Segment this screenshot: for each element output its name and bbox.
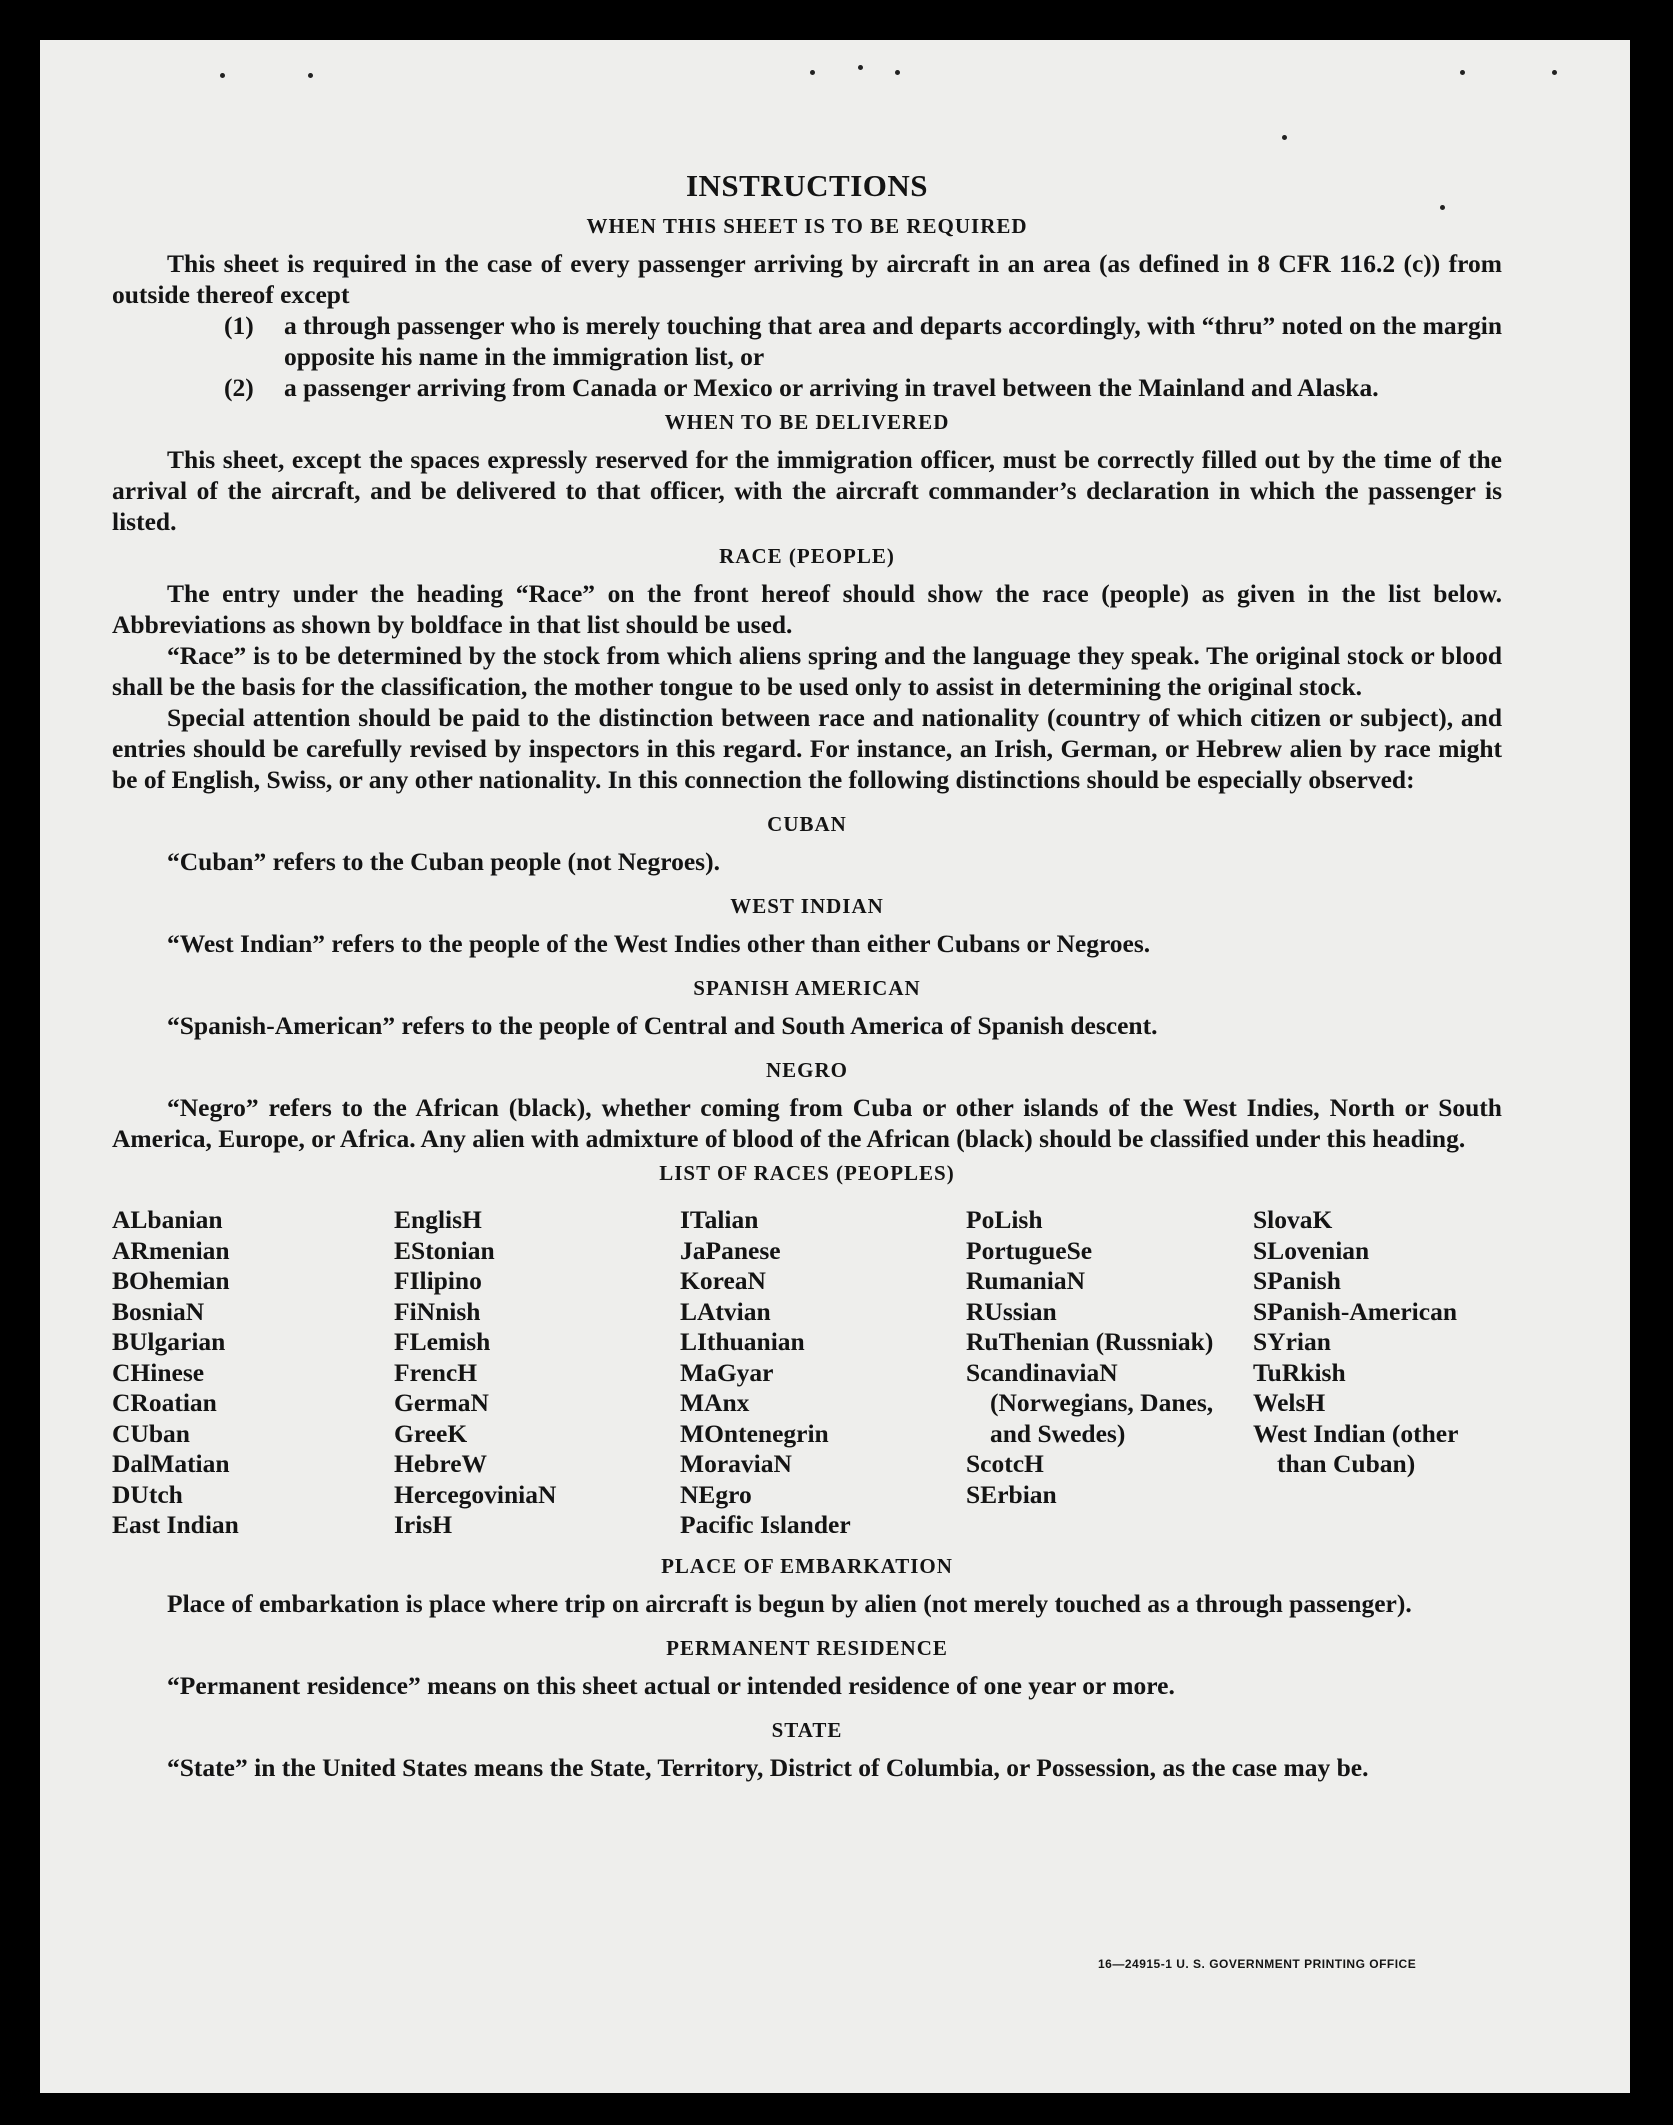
race-entry: West Indian (other than Cuban) [1253, 1418, 1458, 1478]
speck [895, 70, 900, 75]
race-entry: Pacific Islander [680, 1510, 851, 1539]
item-text: a passenger arriving from Canada or Mexico or arriving in travel between the Mainland and Alaska. [284, 373, 1379, 402]
race-entry: IrisH [394, 1510, 453, 1539]
races-column [394, 1205, 680, 1541]
race-entry: FiNnish [394, 1296, 481, 1326]
race-entry: SPanish-American [1253, 1296, 1457, 1326]
section-heading-west-indian: WEST INDIAN [730, 894, 884, 918]
race-entry: MOntenegrin [680, 1418, 829, 1448]
speck [1282, 135, 1287, 140]
race-entry: SlovaK [1253, 1205, 1333, 1234]
embarkation-text: Place of embarkation is place where trip on aircraft is begun by alien (not merely touched as a through passenger). [167, 1588, 1412, 1618]
race-entry: ITalian [680, 1205, 759, 1234]
race-entry: FrencH [394, 1357, 478, 1387]
state-text: “State” in the United States means the State, Territory, District of Columbia, or Possession, as the case may be. [167, 1752, 1369, 1782]
race-paragraph: “Race” is to be determined by the stock from which aliens spring and the language they speak. The original stock or blood shall be the basis for the classification, the mother tongue to be used only to assist in determining the original stock. [112, 641, 1502, 701]
race-entry: SYrian [1253, 1327, 1331, 1356]
page-title: INSTRUCTIONS [685, 168, 928, 203]
race-entry: SErbian [966, 1479, 1057, 1509]
race-entry: LAtvian [680, 1296, 771, 1326]
section-heading-spanish-american: SPANISH AMERICAN [693, 976, 921, 1000]
document-sheet [40, 40, 1630, 2093]
race-entry: CHinese [112, 1357, 205, 1387]
race-entry: TuRkish [1253, 1357, 1346, 1387]
item-number: (1) [224, 311, 254, 340]
race-entry: MAnx [680, 1388, 750, 1417]
race-entry: PoLish [966, 1205, 1043, 1234]
race-entry: SLovenian [1253, 1235, 1370, 1265]
negro-text: “Negro” refers to the African (black), whether coming from Cuba or other islands of the West Indies, North or South America, Europe, or Africa. Any alien with admixture of blood of the African (black) should be classified under this heading. [112, 1093, 1502, 1153]
race-entry: DalMatian [112, 1449, 230, 1478]
race-entry: ALbanian [112, 1205, 223, 1234]
race-paragraph: The entry under the heading “Race” on the front hereof should show the race (people) as given in the list below. Abbreviations as shown by boldface in that list should be used. [112, 579, 1502, 639]
races-column [1253, 1205, 1502, 1541]
race-entry: ScandinaviaN (Norwegians, Danes, and Swedes) [966, 1357, 1214, 1448]
race-entry: JaPanese [680, 1235, 781, 1265]
race-entry: BosniaN [112, 1296, 205, 1326]
races-column [966, 1205, 1253, 1541]
race-entry: BUlgarian [112, 1327, 226, 1356]
race-entry: RUssian [966, 1296, 1057, 1326]
list-item [112, 372, 1502, 403]
speck [1552, 70, 1557, 75]
section-heading-embarkation: PLACE OF EMBARKATION [661, 1553, 953, 1578]
race-entry: KoreaN [680, 1266, 766, 1295]
race-entry: BOhemian [112, 1266, 230, 1295]
race-entry: East Indian [112, 1510, 239, 1539]
race-entry: MoraviaN [680, 1449, 792, 1478]
section-heading-negro: NEGRO [765, 1058, 848, 1082]
residence-text: “Permanent residence” means on this sheet actual or intended residence of one year or more. [167, 1670, 1175, 1700]
instructions-body [112, 170, 1502, 1783]
race-entry: WelsH [1253, 1388, 1326, 1417]
races-list [112, 1205, 1502, 1541]
list-item [112, 310, 1502, 372]
race-entry: PortugueSe [966, 1235, 1093, 1265]
speck [308, 73, 313, 78]
race-entry: HebreW [394, 1449, 488, 1478]
race-entry: ScotcH [966, 1449, 1044, 1478]
required-intro: This sheet is required in the case of every passenger arriving by aircraft in an area (as defined in 8 CFR 116.2 (c)) from outside thereof except [112, 249, 1502, 309]
speck [810, 70, 815, 75]
item-number: (2) [224, 373, 254, 402]
race-entry: FLemish [394, 1327, 491, 1356]
race-entry: GreeK [394, 1418, 468, 1448]
delivered-text: This sheet, except the spaces expressly reserved for the immigration officer, must be correctly filled out by the time of the arrival of the aircraft, and be delivered to that officer, with the aircraft commander’s declaration in which the passenger is listed. [112, 445, 1502, 536]
cuban-text: “Cuban” refers to the Cuban people (not Negroes). [167, 847, 720, 876]
speck [1460, 70, 1465, 75]
race-entry: EnglisH [394, 1205, 482, 1234]
race-entry: HercegoviniaN [394, 1479, 557, 1509]
race-entry: ARmenian [112, 1235, 230, 1265]
section-heading-races-list: LIST OF RACES (PEOPLES) [659, 1161, 955, 1185]
section-heading-state: STATE [771, 1717, 843, 1742]
section-heading-race: RACE (PEOPLE) [719, 544, 895, 568]
race-entry: FIlipino [394, 1266, 482, 1295]
race-entry: GermaN [394, 1388, 489, 1417]
races-column [112, 1205, 394, 1541]
race-entry: RumaniaN [966, 1266, 1086, 1295]
speck [858, 65, 863, 70]
race-entry: SPanish [1253, 1266, 1341, 1295]
race-entry: EStonian [394, 1235, 495, 1265]
section-heading-required: WHEN THIS SHEET IS TO BE REQUIRED [586, 214, 1028, 238]
speck [220, 73, 225, 78]
printer-imprint: 16—24915-1 U. S. GOVERNMENT PRINTING OFFICE [1098, 1957, 1417, 1971]
race-entry: NEgro [680, 1479, 752, 1509]
race-entry: CUban [112, 1418, 190, 1448]
race-paragraph: Special attention should be paid to the distinction between race and nationality (country of which citizen or subject), and entries should be carefully revised by inspectors in this regard. For instance, an Irish, German, or Hebrew alien by race might be of English, Swiss, or any other nationality. In this connection the following distinctions should be especially observed: [112, 703, 1502, 794]
race-entry: LIthuanian [680, 1327, 805, 1356]
west-indian-text: “West Indian” refers to the people of the West Indies other than either Cubans or Negroes. [167, 929, 1151, 958]
race-entry: CRoatian [112, 1388, 217, 1417]
section-heading-delivered: WHEN TO BE DELIVERED [664, 410, 950, 434]
item-text: a through passenger who is merely touching that area and departs accordingly, with “thru” noted on the margin opposite his name in the immigration list, or [284, 311, 1502, 371]
race-entry: DUtch [112, 1479, 183, 1509]
spanish-american-text: “Spanish-American” refers to the people of Central and South America of Spanish descent. [167, 1011, 1158, 1040]
race-entry: RuThenian (Russniak) [966, 1327, 1214, 1356]
race-entry: MaGyar [680, 1357, 774, 1387]
section-heading-cuban: CUBAN [767, 812, 847, 836]
races-column [680, 1205, 966, 1541]
section-heading-residence: PERMANENT RESIDENCE [666, 1635, 948, 1660]
